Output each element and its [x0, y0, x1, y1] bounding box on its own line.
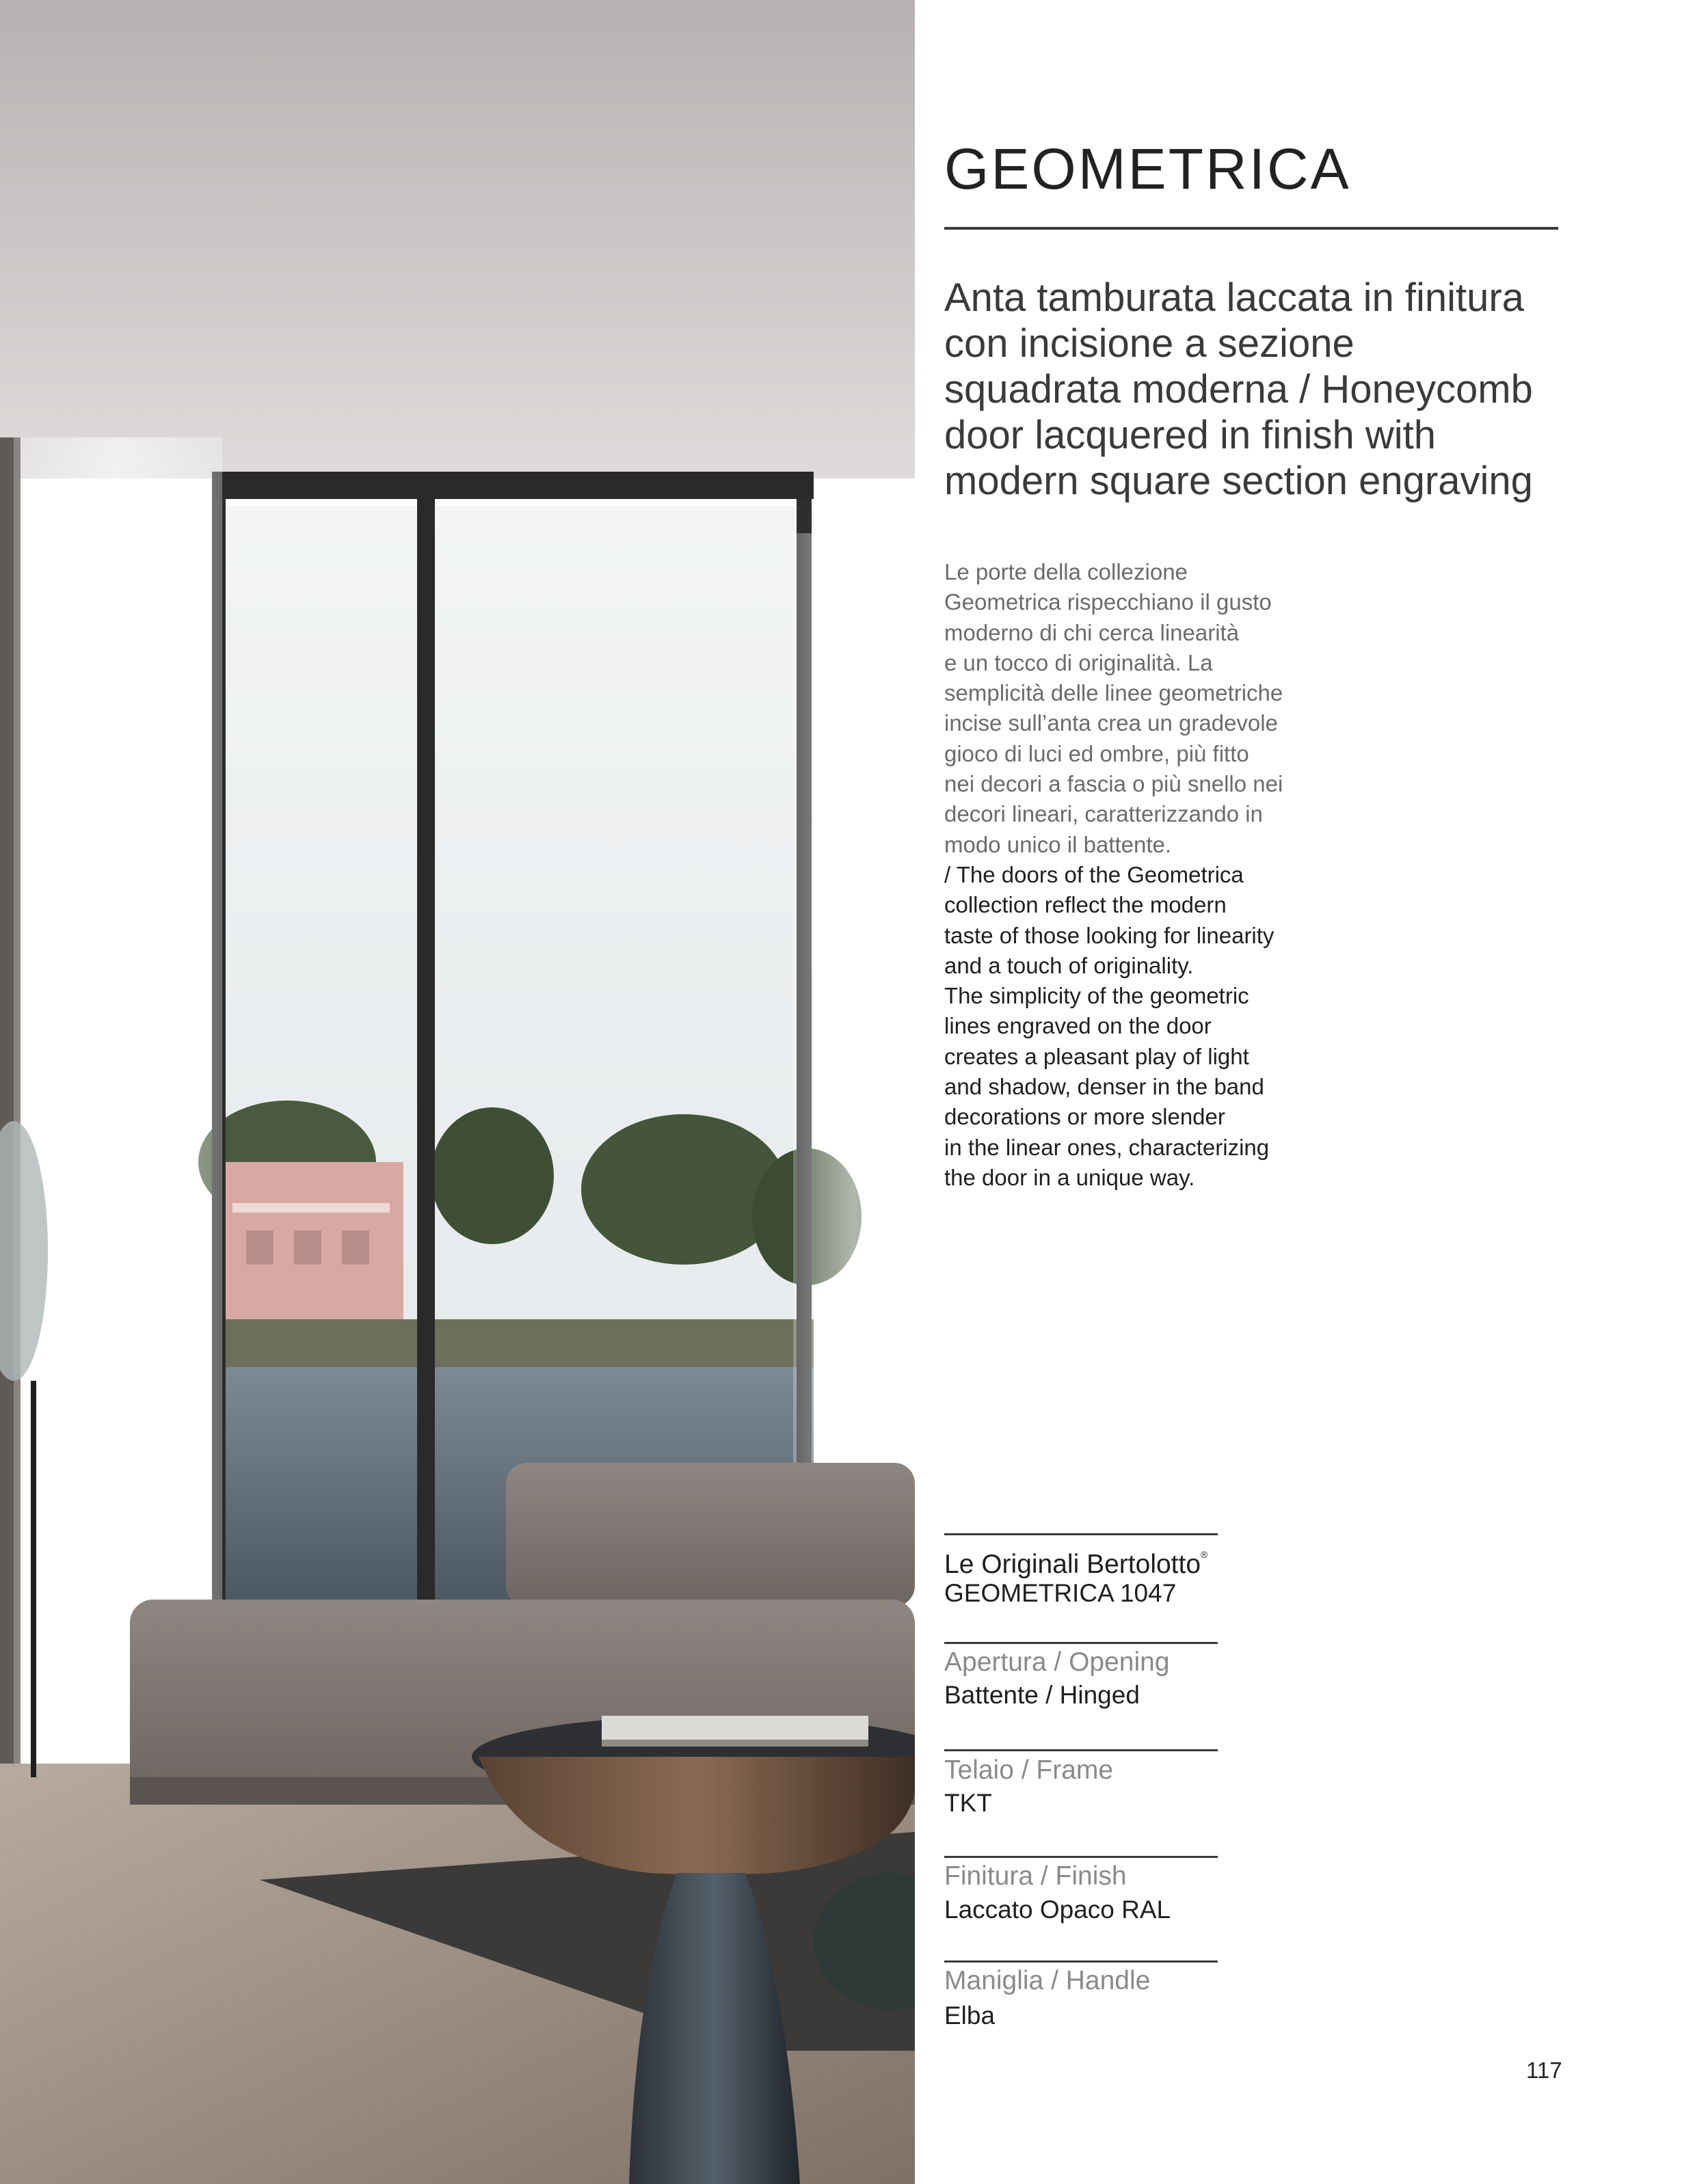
spec-divider — [944, 1856, 1218, 1858]
description-en-line: the door in a unique way. — [944, 1164, 1195, 1190]
spec-divider — [944, 1749, 1218, 1751]
spec-label-finish: Finitura / Finish — [944, 1861, 1127, 1891]
description-en-line: creates a pleasant play of light — [944, 1043, 1249, 1069]
description-it-line: gioco di luci ed ombre, più fitto — [944, 740, 1249, 766]
description-it-line: semplicità delle linee geometriche — [944, 680, 1283, 706]
subtitle-line: Anta tamburata laccata in finitura — [944, 275, 1524, 320]
description-it-line: incise sull’anta crea un gradevole — [944, 710, 1278, 736]
subtitle-line: door lacquered in finish with — [944, 413, 1436, 457]
description — [944, 557, 1368, 1193]
spec-value-opening: Battente / Hinged — [944, 1681, 1140, 1709]
page-number: 117 — [1526, 2058, 1562, 2083]
brand-name — [944, 1549, 1207, 1580]
product-subtitle — [944, 275, 1560, 504]
subtitle-line: squadrata moderna / Honeycomb — [944, 367, 1533, 412]
spec-value-finish: Laccato Opaco RAL — [944, 1896, 1171, 1924]
description-en-line: and shadow, denser in the band — [944, 1074, 1264, 1100]
description-en-line: collection reflect the modern — [944, 892, 1227, 918]
brand-divider — [944, 1533, 1218, 1535]
description-en-line: and a touch of originality. — [944, 952, 1194, 978]
description-it-line: modo unico il battente. — [944, 831, 1172, 857]
spec-divider — [944, 1960, 1218, 1963]
description-it-line: moderno di chi cerca linearità — [944, 619, 1240, 645]
subtitle-line: modern square section engraving — [944, 459, 1533, 503]
description-en-line: in the linear ones, characterizing — [944, 1134, 1270, 1160]
description-en-line: The simplicity of the geometric — [944, 983, 1249, 1009]
spec-label-frame: Telaio / Frame — [944, 1755, 1114, 1785]
description-en-line: decorations or more slender — [944, 1104, 1225, 1130]
spec-label-opening: Apertura / Opening — [944, 1647, 1170, 1677]
spec-label-handle: Maniglia / Handle — [944, 1966, 1151, 1995]
description-it-line: Geometrica rispecchiano il gusto — [944, 589, 1272, 615]
description-it-line: nei decori a fascia o più snello nei — [944, 771, 1283, 797]
description-it-line: Le porte della collezione — [944, 559, 1188, 584]
model-name: GEOMETRICA 1047 — [944, 1579, 1177, 1607]
brand-name-text: Le Originali Bertolotto — [944, 1550, 1201, 1579]
page-title: GEOMETRICA — [944, 137, 1351, 201]
spec-value-handle: Elba — [944, 2001, 996, 2030]
spec-value-frame: TKT — [944, 1789, 992, 1817]
registered-mark: ® — [1201, 1549, 1208, 1560]
subtitle-line: con incisione a sezione — [944, 321, 1355, 366]
description-en-line: / The doors of the Geometrica — [944, 861, 1244, 887]
spec-divider — [944, 1642, 1218, 1644]
title-divider — [944, 227, 1558, 230]
description-en-line: taste of those looking for linearity — [944, 922, 1275, 948]
description-it-line: e un tocco di originalità. La — [944, 649, 1213, 675]
description-en-line: lines engraved on the door — [944, 1013, 1212, 1039]
description-it-line: decori lineari, caratterizzando in — [944, 801, 1263, 827]
